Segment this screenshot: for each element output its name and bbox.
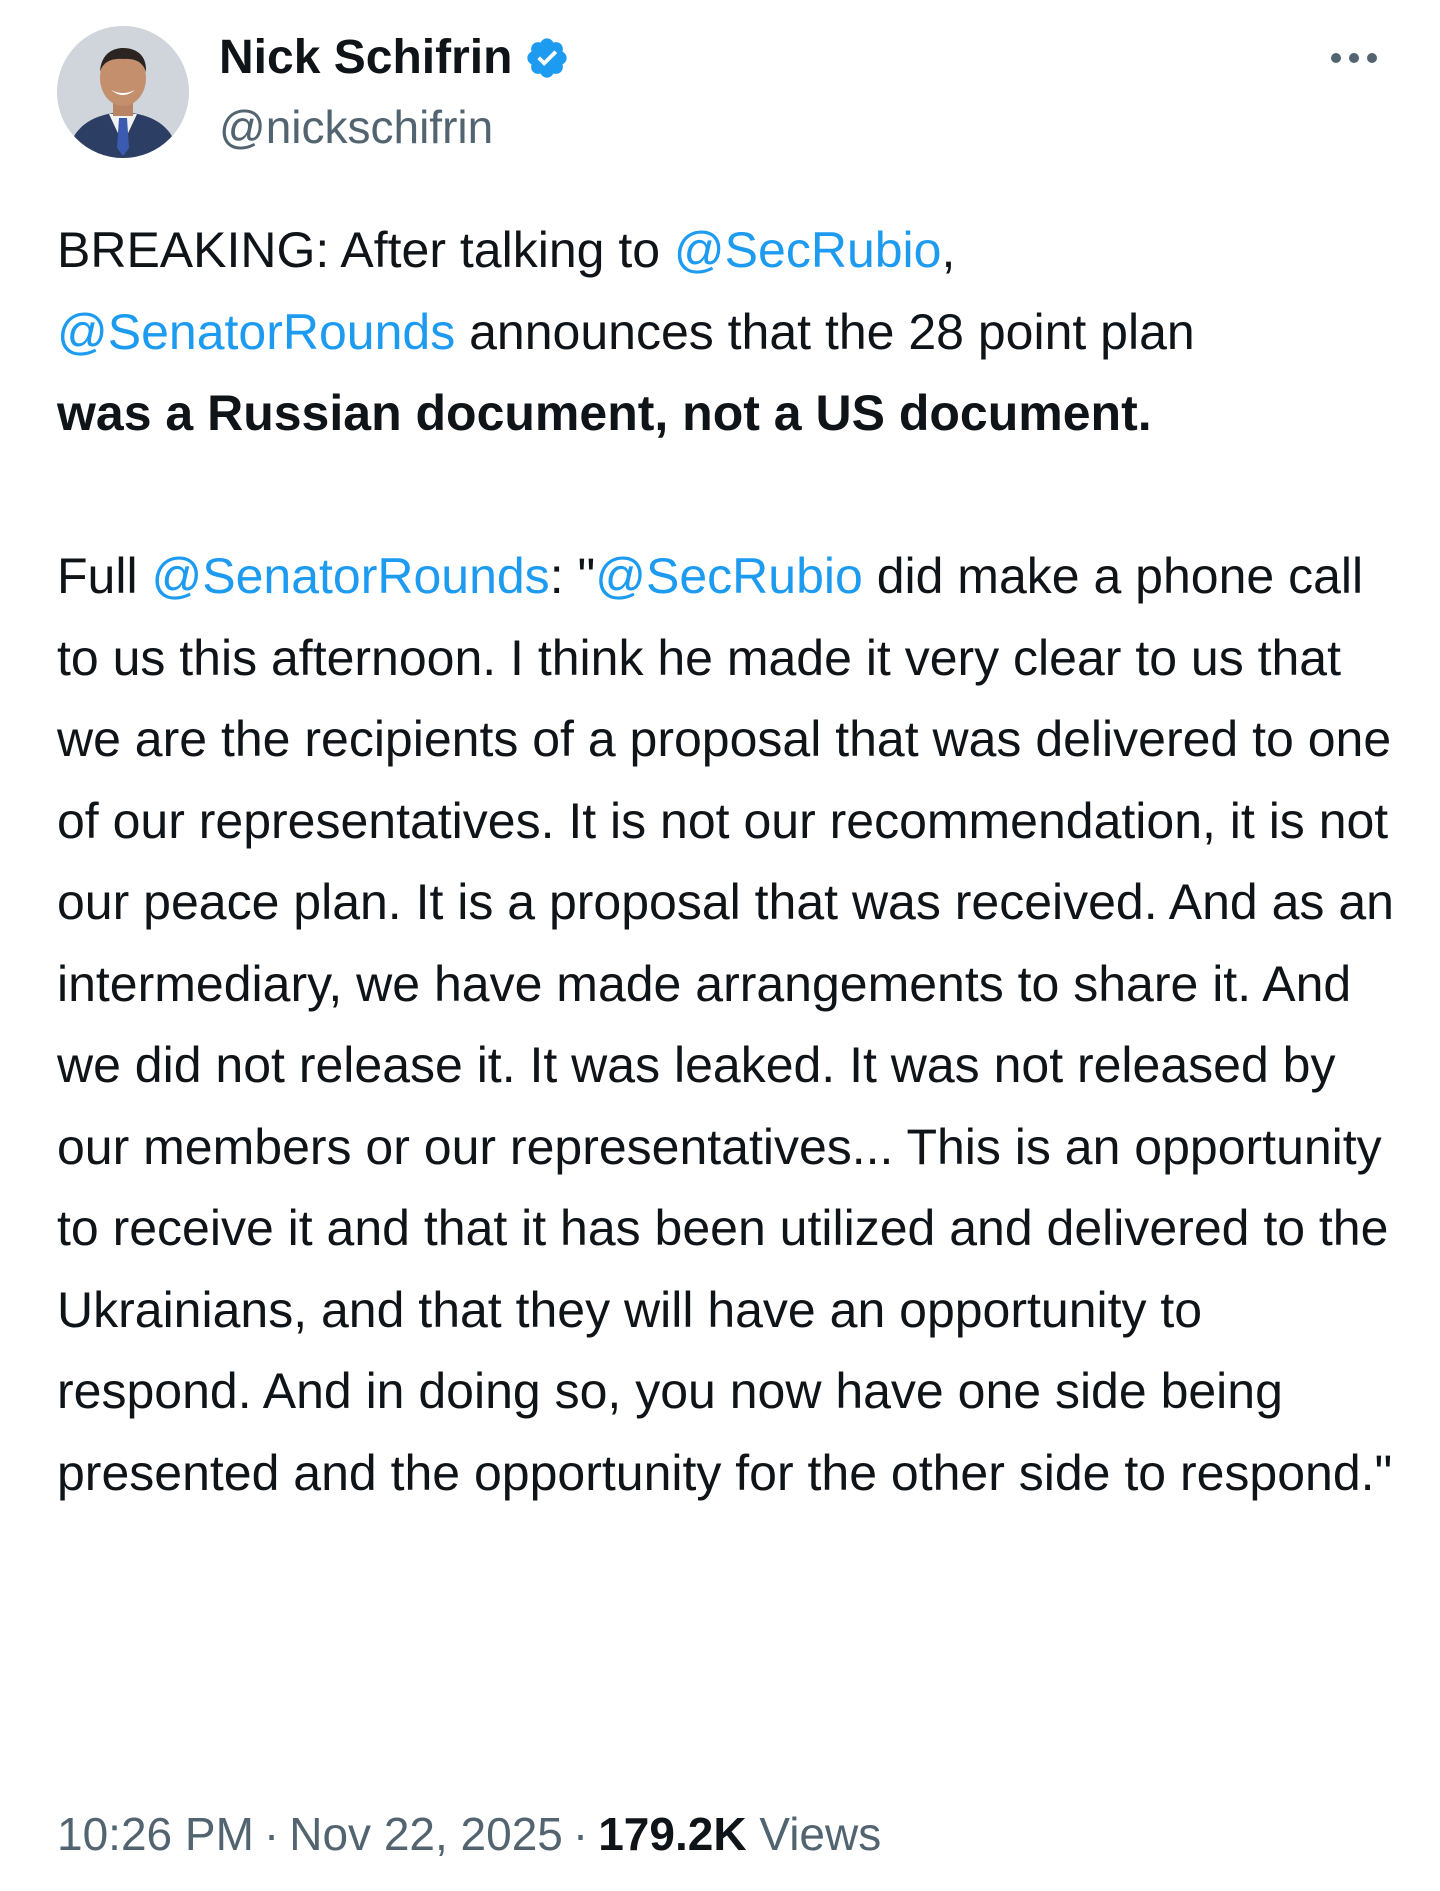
mention-link[interactable]: @SecRubio bbox=[595, 548, 863, 604]
tweet-time[interactable]: 10:26 PM bbox=[57, 1808, 254, 1860]
views-label: Views bbox=[759, 1808, 882, 1860]
tweet-text-segment: : " bbox=[549, 548, 596, 604]
avatar[interactable] bbox=[57, 26, 189, 158]
mention-link[interactable]: @SenatorRounds bbox=[57, 303, 456, 360]
tweet-date[interactable]: Nov 22, 2025 bbox=[289, 1808, 563, 1860]
tweet-text bbox=[57, 210, 1408, 1514]
meta-separator: · bbox=[572, 1808, 589, 1860]
tweet-text-segment: Full bbox=[57, 548, 152, 604]
more-horizontal-icon bbox=[1324, 38, 1384, 78]
tweet-text-segment: announces that the 28 point plan bbox=[455, 303, 1195, 360]
more-options-button[interactable] bbox=[1324, 38, 1384, 78]
tweet-text-segment: BREAKING: After talking to bbox=[57, 222, 674, 278]
verified-badge-icon bbox=[524, 35, 570, 81]
profile-photo bbox=[57, 26, 189, 158]
author-handle[interactable]: @nickschifrin bbox=[219, 101, 494, 153]
paragraph-break bbox=[57, 455, 1397, 537]
tweet-bold-text: was a Russian document, not a US document. bbox=[57, 385, 1152, 441]
tweet-text-segment: did make a phone call to us this afternoon. I think he made it very clear to us that we are the recipients of a proposal that was delivered to one of our representatives. It is not our recommendation, it is not our peace plan. It is a proposal that was received. And as an intermediary, we have made arrangements to share it. And we did not release it. It was leaked. It was not released by our members or our representatives... This is an opportunity to receive it and that it has been utilized and delivered to the Ukrainians, and that they will have an opportunity to respond. And in doing so, you now have one side being presented and the opportunity for the other side to respond." bbox=[57, 548, 1408, 1501]
tweet-text-segment: , bbox=[941, 222, 956, 278]
display-name[interactable]: Nick Schifrin bbox=[219, 31, 513, 84]
author-name-row[interactable] bbox=[219, 30, 570, 86]
views-count: 179.2K bbox=[598, 1808, 747, 1860]
meta-separator: · bbox=[263, 1808, 280, 1860]
tweet-meta bbox=[57, 1806, 881, 1862]
mention-link[interactable]: @SenatorRounds bbox=[151, 548, 550, 604]
mention-link[interactable]: @SecRubio bbox=[673, 222, 942, 278]
